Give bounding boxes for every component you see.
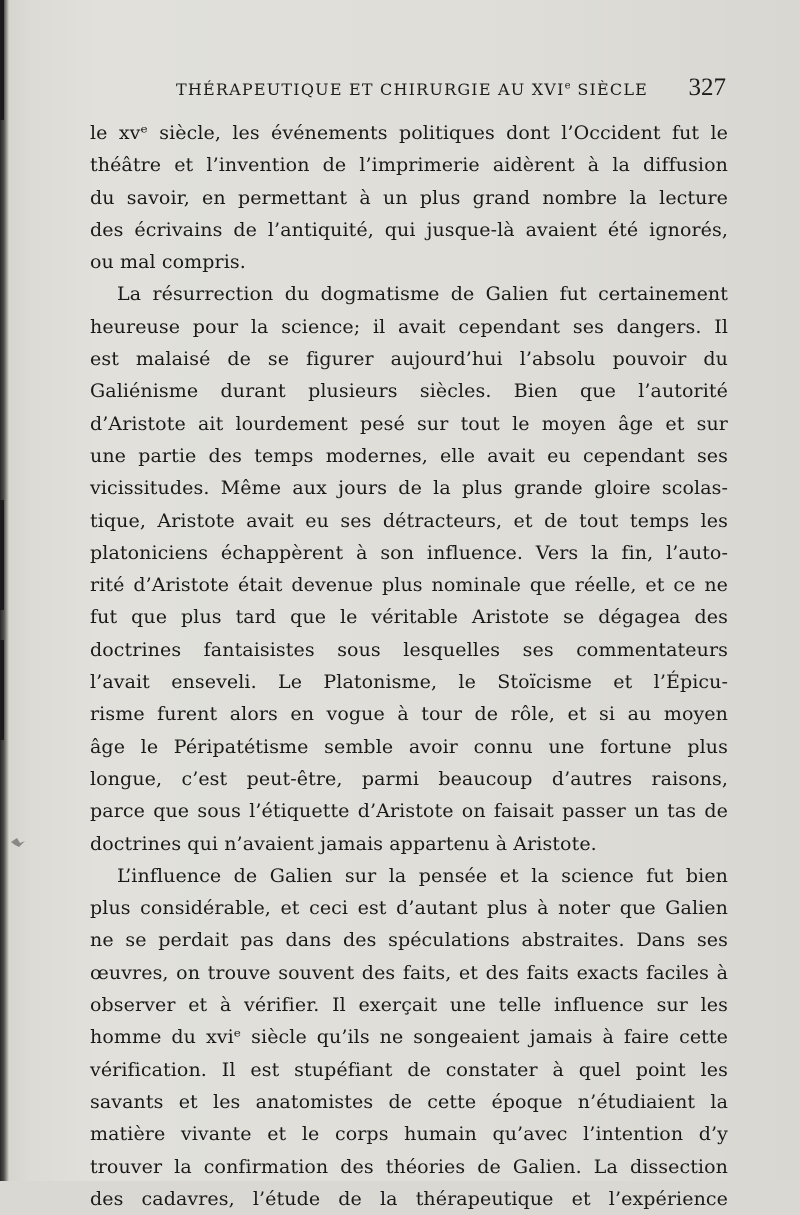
text-line: observer et à vérifier. Il exerçait une telle influence sur les (90, 994, 728, 1017)
paragraph-start-line: L’influence de Galien sur la pensée et la science fut bien (117, 864, 728, 887)
text-line: heureuse pour la science; il avait cependant ses dangers. Il (90, 315, 728, 338)
text-line: savants et les anatomistes de cette époque n’étudiaient la (90, 1090, 728, 1113)
text-line: l’avait enseveli. Le Platonisme, le Stoïcisme et l’Épicu- (90, 671, 728, 694)
text-line: plus considérable, et ceci est d’autant plus à noter que Galien (90, 897, 728, 920)
text-line: longue, c’est peut-être, parmi beaucoup d’autres raisons, (90, 767, 728, 790)
text-line: ou mal compris. (90, 251, 246, 274)
page-number: 327 (688, 74, 726, 101)
text-line: risme furent alors en vogue à tour de rôle, et si au moyen (90, 703, 728, 726)
text-line: une partie des temps modernes, elle avait eu cependant ses (90, 444, 728, 467)
text-line: homme du xviᵉ siècle qu’ils ne songeaient jamais à faire cette (90, 1026, 728, 1049)
running-head (94, 72, 726, 106)
binding-mark (0, 640, 4, 740)
binding-mark (0, 0, 4, 120)
text-line: du savoir, en permettant à un plus grand nombre la lecture (90, 186, 728, 209)
text-line: d’Aristote ait lourdement pesé sur tout le moyen âge et sur (90, 412, 728, 435)
text-line: âge le Péripatétisme semble avoir connu une fortune plus (90, 735, 728, 758)
text-line: est malaisé de se figurer aujourd’hui l’absolu pouvoir du (90, 348, 728, 371)
running-title-text: THÉRAPEUTIQUE ET CHIRURGIE AU XVI (176, 80, 565, 99)
text-line: trouver la confirmation des théories de Galien. La dissection (90, 1155, 728, 1178)
text-line: ne se perdait pas dans des spéculations abstraites. Dans ses (90, 929, 728, 952)
text-line: platoniciens échappèrent à son influence. Vers la fin, l’auto- (90, 541, 728, 564)
text-line: des écrivains de l’antiquité, qui jusque-là avaient été ignorés, (90, 218, 728, 241)
text-line: fut que plus tard que le véritable Aristote se dégagea des (90, 606, 728, 629)
running-title-end: SIÈCLE (577, 80, 649, 99)
text-line: Galiénisme durant plusieurs siècles. Bien que l’autorité (90, 380, 728, 403)
text-line: doctrines fantaisistes sous lesquelles ses commentateurs (90, 638, 728, 661)
paragraph-start-line: La résurrection du dogmatisme de Galien fut certainement (117, 283, 728, 306)
text-line: tique, Aristote avait eu ses détracteurs, et de tout temps les (90, 509, 728, 532)
text-line: œuvres, on trouve souvent des faits, et des faits exacts faciles à (90, 961, 728, 984)
text-line: théâtre et l’invention de l’imprimerie aidèrent à la diffusion (90, 154, 728, 177)
text-line: matière vivante et le corps humain qu’avec l’intention d’y (90, 1123, 728, 1146)
running-title (176, 80, 648, 99)
ink-smudge (7, 832, 29, 854)
text-line: vicissitudes. Même aux jours de la plus grande gloire scolas- (90, 477, 728, 500)
text-line: parce que sous l’étiquette d’Aristote on faisait passer un tas de (90, 800, 728, 823)
binding-mark (0, 500, 4, 610)
text-line: doctrines qui n’avaient jamais appartenu à Aristote. (90, 832, 597, 855)
text-line: vérification. Il est stupéfiant de constater à quel point les (90, 1058, 728, 1081)
text-line: rité d’Aristote était devenue plus nominale que réelle, et ce ne (90, 574, 728, 597)
text-line: des cadavres, l’étude de la thérapeutique et l’expérience (90, 1187, 728, 1210)
text-line: le xvᵉ siècle, les événements politiques dont l’Occident fut le (90, 122, 728, 144)
running-title-superscript: e (564, 80, 572, 92)
body-text (90, 117, 728, 1215)
